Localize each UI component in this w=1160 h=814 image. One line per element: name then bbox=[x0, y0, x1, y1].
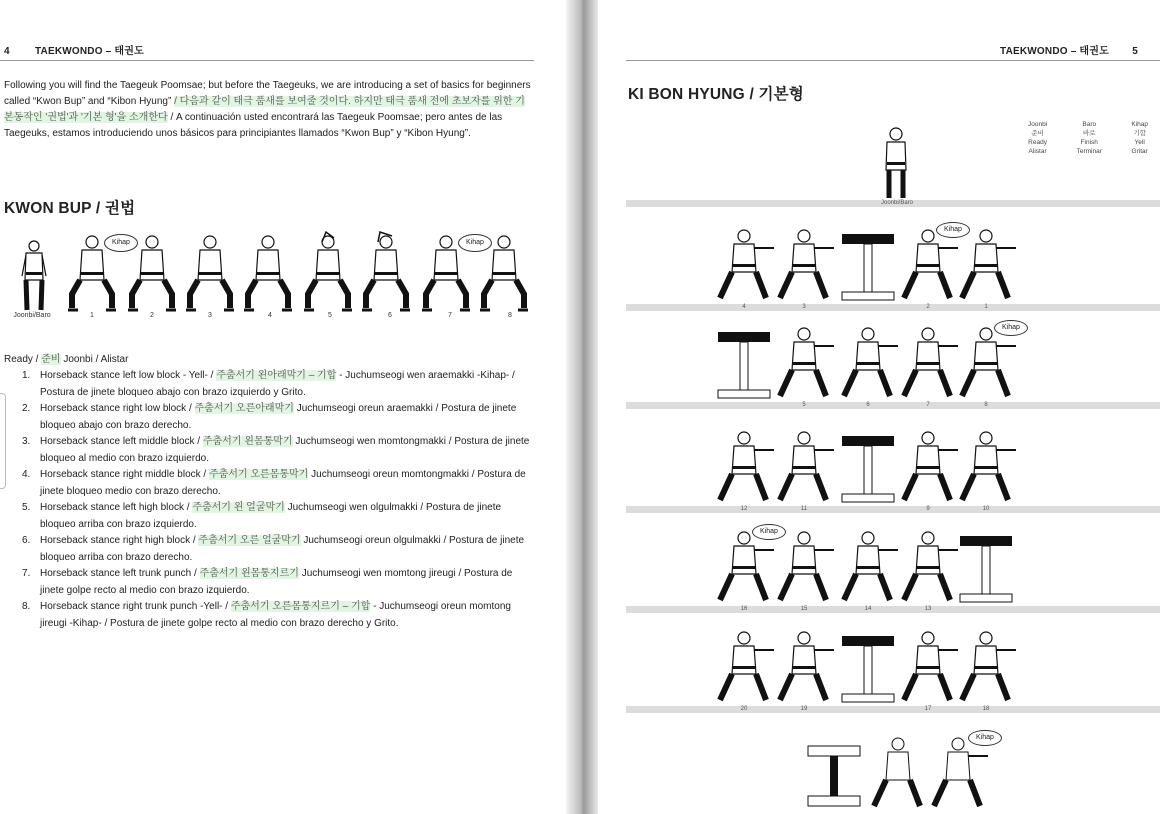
row-bar bbox=[626, 304, 1160, 311]
steps-list bbox=[22, 368, 534, 632]
step-number: 7. bbox=[22, 568, 31, 579]
row-bar bbox=[626, 402, 1160, 409]
step-text bbox=[40, 368, 534, 401]
step-item bbox=[22, 566, 534, 599]
move-number: 20 bbox=[740, 706, 748, 712]
kibon-figure bbox=[904, 532, 958, 600]
move-number: 15 bbox=[800, 606, 808, 612]
step-korean: 주춤서기 오른몸통지르기 – 기합 bbox=[230, 601, 371, 612]
step-item bbox=[22, 467, 534, 500]
kibon-figure bbox=[720, 632, 774, 700]
step-item bbox=[22, 500, 534, 533]
step-number: 8. bbox=[22, 601, 31, 612]
legend-text: 기합 bbox=[1133, 130, 1146, 137]
step-number: 6. bbox=[22, 535, 31, 546]
figure-label-start: Joonbi/Baro bbox=[13, 312, 51, 319]
move-number: 19 bbox=[800, 706, 808, 712]
step-korean: 주춤서기 오른아래막기 bbox=[194, 403, 294, 414]
step-english: Horseback stance left trunk punch / bbox=[40, 568, 197, 579]
step-english: Horseback stance right trunk punch -Yell- / bbox=[40, 601, 229, 612]
legend-text: Yell bbox=[1134, 139, 1145, 146]
start-label: Joonbi/Baro bbox=[881, 200, 914, 206]
step-korean: 주춤서기 왼몸통막기 bbox=[202, 436, 293, 447]
kibon-row-4 bbox=[598, 522, 1160, 610]
step-english: Horseback stance left middle block / bbox=[40, 436, 201, 447]
kibon-row-5 bbox=[598, 622, 1160, 710]
kibon-row-2 bbox=[598, 318, 1160, 406]
left-page bbox=[0, 0, 566, 814]
move-number: 14 bbox=[864, 606, 872, 612]
right-running-title: TAEKWONDO – 태권도 bbox=[1000, 46, 1110, 57]
legend-yell bbox=[1131, 120, 1148, 156]
legend-text: 준비 bbox=[1031, 130, 1044, 137]
side-tab bbox=[0, 393, 6, 489]
move-number: 6 bbox=[866, 402, 870, 408]
step-text bbox=[40, 434, 534, 467]
move-number: 10 bbox=[982, 506, 990, 512]
legend-text: Terminar bbox=[1076, 148, 1102, 155]
kibon-figure bbox=[780, 632, 834, 700]
move-number: 4 bbox=[742, 304, 746, 310]
kihap-bubble: Kihap bbox=[752, 524, 786, 540]
turn-marker bbox=[842, 234, 894, 300]
kibon-figure bbox=[962, 230, 1016, 298]
kwon-bup-figures bbox=[0, 230, 540, 325]
step-rest: Juchumseogi oreun olgulmakki / Postura de jinete bloqueo arriba con brazo derecho. bbox=[40, 535, 525, 563]
step-rest: Juchumseogi wen momtongmakki / Postura de jinete bloqueo al medio con brazo izquierdo. bbox=[40, 436, 530, 464]
step-rest: - Juchumseogi oreun momtong jireugi -Kihap- / Postura de jinete golpe recto al medio con brazo derecho y Grito. bbox=[40, 601, 511, 629]
figure-label-2: 2 bbox=[150, 312, 154, 319]
kihap-bubble: Kihap bbox=[968, 730, 1002, 746]
legend-text: Baro bbox=[1082, 121, 1097, 128]
turn-marker bbox=[718, 332, 770, 398]
kibon-figure bbox=[934, 738, 988, 806]
move-number: 12 bbox=[740, 506, 748, 512]
ready-prefix: Ready / bbox=[4, 354, 39, 365]
row-bar bbox=[626, 506, 1160, 513]
legend-text: Kihap bbox=[1131, 121, 1148, 128]
move-number: 5 bbox=[802, 402, 806, 408]
step-text bbox=[40, 467, 534, 500]
step-english: Horseback stance right low block / bbox=[40, 403, 192, 414]
step-english: Horseback stance right middle block / bbox=[40, 469, 207, 480]
kibon-figure bbox=[904, 328, 958, 396]
step-number: 5. bbox=[22, 502, 31, 513]
step-korean: 주춤서기 왼아래막기 – 기합 bbox=[216, 370, 337, 381]
step-rest: Juchumseogi oreun araemakki / Postura de jinete bloqueo abajo con brazo derecho. bbox=[40, 403, 517, 431]
kibon-figure bbox=[874, 738, 920, 806]
move-number: 18 bbox=[982, 706, 990, 712]
kibon-figure bbox=[780, 328, 834, 396]
step-item bbox=[22, 533, 534, 566]
right-page-number: 5 bbox=[1132, 46, 1139, 57]
intro-paragraph bbox=[4, 78, 534, 142]
legend-ready bbox=[1028, 120, 1047, 156]
kibon-row-3 bbox=[598, 422, 1160, 510]
step-item bbox=[22, 401, 534, 434]
legend-text: Gritar bbox=[1131, 148, 1148, 155]
legend-finish bbox=[1077, 120, 1102, 156]
kibon-figure bbox=[962, 632, 1016, 700]
step-english: Horseback stance left high block / bbox=[40, 502, 190, 513]
intro-korean: / 다음과 같이 태극 품새를 보여줄 것이다. 하지만 태극 품새 전에 초보자를 위한 기본동작인 '권법'과 '기본 형'을 소개한다 bbox=[4, 96, 525, 123]
kibon-figure bbox=[780, 532, 834, 600]
move-number: 3 bbox=[802, 304, 806, 310]
step-rest: - Juchumseogi wen araemakki -Kihap- / Postura de jinete bloqueo abajo con brazo izquierdo y Grito. bbox=[40, 370, 515, 398]
kibon-figure bbox=[720, 532, 774, 600]
figure-label-4: 4 bbox=[268, 312, 272, 319]
step-number: 3. bbox=[22, 436, 31, 447]
kibon-figure bbox=[844, 328, 898, 396]
step-text bbox=[40, 566, 534, 599]
move-number: 11 bbox=[800, 506, 808, 512]
move-number: 7 bbox=[926, 402, 930, 408]
turn-marker bbox=[842, 436, 894, 502]
start-figure bbox=[876, 124, 916, 200]
right-page bbox=[598, 0, 1160, 814]
kibon-row-6 bbox=[598, 724, 1160, 814]
move-number: 8 bbox=[984, 402, 988, 408]
step-number: 1. bbox=[22, 370, 31, 381]
step-rest: Juchumseogi oreun momtongmakki / Postura de jinete bloqueo medio con brazo derecho. bbox=[40, 469, 526, 497]
figure-label-1: 1 bbox=[90, 312, 94, 319]
step-number: 2. bbox=[22, 403, 31, 414]
left-header-rule bbox=[0, 60, 534, 61]
kibon-figure bbox=[962, 432, 1016, 500]
kwon-bup-title: KWON BUP / 권법 bbox=[4, 200, 136, 217]
left-page-number: 4 bbox=[4, 46, 10, 57]
step-korean: 주춤서기 오른 얼굴막기 bbox=[198, 535, 301, 546]
kibon-figure bbox=[904, 230, 958, 298]
step-korean: 주춤서기 오른몸통막기 bbox=[208, 469, 309, 480]
left-running-head bbox=[4, 42, 144, 57]
step-english: Horseback stance right high block / bbox=[40, 535, 196, 546]
step-item bbox=[22, 434, 534, 467]
step-rest: Juchumseogi wen momtong jireugi / Postura de jinete golpe recto al medio con brazo izquierdo. bbox=[40, 568, 513, 596]
legend-text: Ready bbox=[1028, 139, 1047, 146]
row-bar bbox=[626, 606, 1160, 613]
kibon-figure bbox=[962, 328, 1016, 396]
legend bbox=[1028, 120, 1148, 156]
row-bar bbox=[626, 706, 1160, 713]
figure-label-5: 5 bbox=[328, 312, 332, 319]
legend-text: Alistar bbox=[1028, 148, 1047, 155]
legend-text: Joonbi bbox=[1028, 121, 1048, 128]
step-korean: 주춤서기 왼 얼굴막기 bbox=[192, 502, 285, 513]
kibon-figure bbox=[780, 230, 834, 298]
step-korean: 주춤서기 왼몸통지르기 bbox=[199, 568, 299, 579]
step-text bbox=[40, 401, 534, 434]
kibon-figure bbox=[720, 432, 774, 500]
kibon-figure bbox=[720, 230, 774, 298]
figure-label-3: 3 bbox=[208, 312, 212, 319]
figure-label-8: 8 bbox=[508, 312, 512, 319]
kihap-bubble-8: Kihap bbox=[458, 234, 492, 252]
right-running-head bbox=[1000, 42, 1138, 57]
kihap-bubble-1: Kihap bbox=[104, 234, 138, 252]
left-running-title: TAEKWONDO – 태권도 bbox=[34, 46, 145, 57]
legend-text: Finish bbox=[1080, 139, 1098, 146]
intro-spanish: / A continuación usted encontrará las Taegeuk Poomsae; pero antes de las Taegeuks, estamos introduciendo unos básicos para principiantes llamados “Kwon Bup” y “Kibon Hyung”. bbox=[4, 112, 503, 139]
ready-korean: 준비 bbox=[41, 354, 61, 365]
step-text bbox=[40, 599, 534, 632]
move-number: 9 bbox=[926, 506, 930, 512]
step-english: Horseback stance left low block - Yell- / bbox=[40, 370, 214, 381]
kihap-bubble: Kihap bbox=[994, 320, 1028, 336]
legend-text: 바로 bbox=[1082, 130, 1096, 137]
step-text bbox=[40, 533, 534, 566]
move-number: 17 bbox=[924, 706, 932, 712]
step-item bbox=[22, 599, 534, 632]
book-gutter bbox=[566, 0, 598, 814]
kihap-bubble: Kihap bbox=[936, 222, 970, 238]
kibon-figure bbox=[904, 432, 958, 500]
move-number: 16 bbox=[740, 606, 748, 612]
figure-label-6: 6 bbox=[388, 312, 392, 319]
kibon-figure bbox=[780, 432, 834, 500]
step-number: 4. bbox=[22, 469, 31, 480]
turn-marker bbox=[808, 746, 860, 806]
step-item bbox=[22, 368, 534, 401]
intro-english: Following you will find the Taegeuk Poomsae; but before the Taegeuks, we are introducing a set of basics for beginners called “Kwon Bup” and “Kibon Hyung” bbox=[4, 80, 531, 107]
ready-line bbox=[4, 350, 128, 365]
step-text bbox=[40, 500, 534, 533]
kibon-figure bbox=[844, 532, 898, 600]
ready-suffix: Joonbi / Alistar bbox=[63, 354, 129, 365]
turn-marker bbox=[842, 636, 894, 702]
ki-bon-hyung-title: KI BON HYUNG / 기본형 bbox=[628, 86, 804, 103]
right-header-rule bbox=[626, 60, 1160, 61]
move-number: 2 bbox=[926, 304, 930, 310]
move-number: 13 bbox=[924, 606, 932, 612]
kibon-figure bbox=[904, 632, 958, 700]
turn-marker bbox=[960, 536, 1012, 602]
figure-label-7: 7 bbox=[448, 312, 452, 319]
step-rest: Juchumseogi wen olgulmakki / Postura de jinete bloqueo arriba con brazo izquierdo. bbox=[40, 502, 502, 530]
kibon-row-1 bbox=[598, 220, 1160, 308]
move-number: 1 bbox=[984, 304, 988, 310]
